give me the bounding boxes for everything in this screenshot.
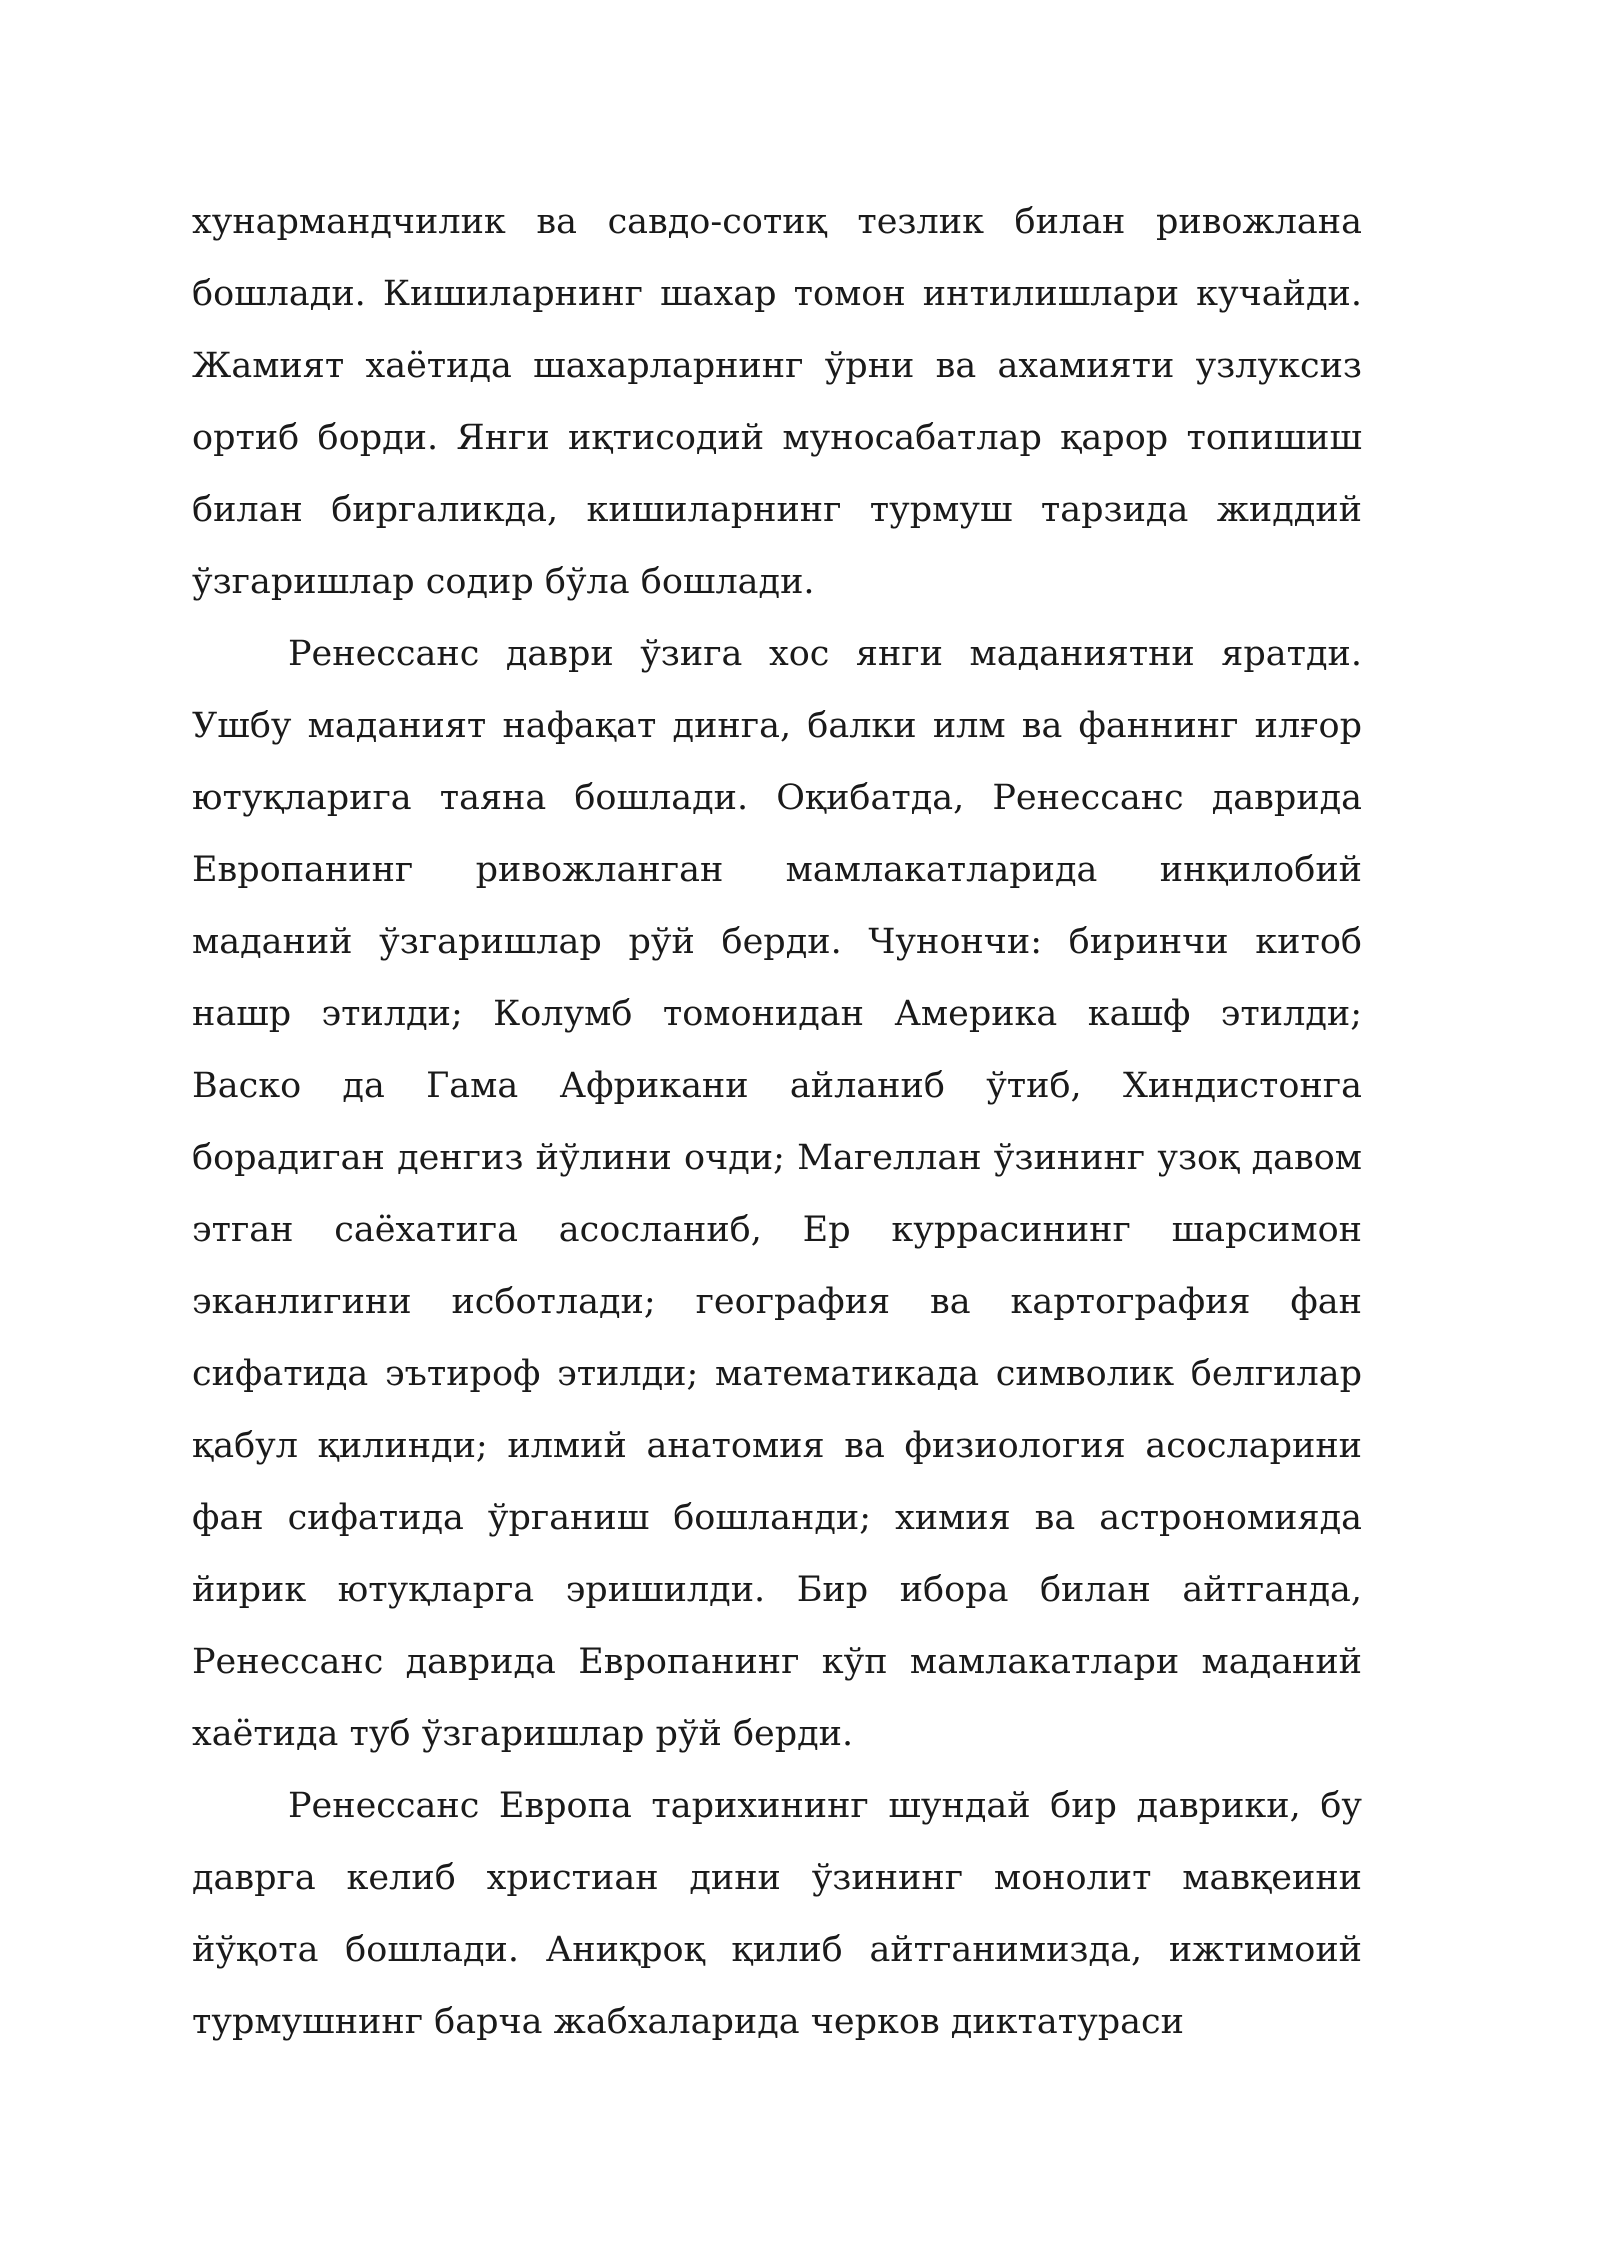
document-body [192, 186, 1362, 2058]
paragraph-2: Ренессанс даври ўзига хос янги маданиятни яратди. Ушбу маданият нафақат динга, балки илм ва фаннинг илғор ютуқларига таяна бошлади. Оқибатда, Ренессанс даврида Европанинг ривожланган мамлакатларида инқилобий маданий ўзгаришлар рўй берди. Чунончи: биринчи китоб нашр этилди; Колумб томонидан Америка кашф этилди; Васко да Гама Африкани айланиб ўтиб, Хиндистонга борадиган денгиз йўлини очди; Магеллан ўзининг узоқ давом этган саёхатига асосланиб, Ер куррасининг шарсимон эканлигини исботлади; география ва картография фан сифатида эътироф этилди; математикада символик белгилар қабул қилинди; илмий анатомия ва физиология асосларини фан сифатида ўрганиш бошланди; химия ва астрономияда йирик ютуқларга эришилди. Бир ибора билан айтганда, Ренессанс даврида Европанинг кўп мамлакатлари маданий хаётида туб ўзгаришлар рўй берди. [192, 634, 1362, 1754]
paragraph-1: хунармандчилик ва савдо-сотиқ тезлик билан ривожлана бошлади. Кишиларнинг шахар томон интилишлари кучайди. Жамият хаётида шахарларнинг ўрни ва ахамияти узлуксиз ортиб борди. Янги иқтисодий муносабатлар қарор топишиш билан биргаликда, кишиларнинг турмуш тарзида жиддий ўзгаришлар содир бўла бошлади. [192, 202, 1362, 602]
paragraph-3: Ренессанс Европа тарихининг шундай бир даврики, бу даврга келиб христиан дини ўзининг монолит мавқеини йўқота бошлади. Аниқроқ қилиб айтганимизда, ижтимоий турмушнинг барча жабхаларида черков диктатураси [192, 1786, 1362, 2042]
